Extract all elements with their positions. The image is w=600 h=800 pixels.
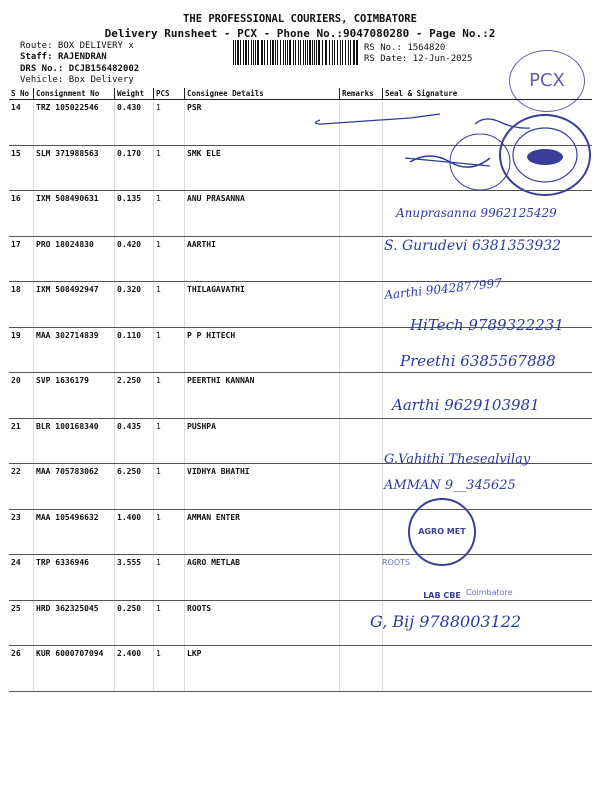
drs-row xyxy=(20,64,139,74)
barcode-bar xyxy=(283,40,284,65)
sig-aarthi: Aarthi 9042877997 xyxy=(383,275,503,303)
cell-sno: 17 xyxy=(9,236,34,282)
table-header-row xyxy=(9,88,592,100)
barcode-bar xyxy=(280,40,281,65)
barcode-bar xyxy=(243,40,244,65)
barcode-bar xyxy=(267,40,268,65)
barcode-bar xyxy=(257,40,259,65)
barcode-bar xyxy=(303,40,304,65)
cell-sno: 15 xyxy=(9,145,34,191)
cell-weight: 2.400 xyxy=(115,646,154,692)
barcode-bar xyxy=(340,40,341,65)
barcode-bar xyxy=(277,40,278,65)
barcode-bar xyxy=(285,40,286,65)
cell-sno: 20 xyxy=(9,373,34,419)
barcode-bar xyxy=(237,40,239,65)
cell-weight: 6.250 xyxy=(115,464,154,510)
barcode-bar xyxy=(318,40,320,65)
cell-weight: 2.250 xyxy=(115,373,154,419)
cell-consignment: MAA 705783062 xyxy=(34,464,115,510)
cell-consignee: AMMAN ENTER xyxy=(185,509,340,555)
cell-pcs: 1 xyxy=(154,464,185,510)
barcode-bar xyxy=(345,40,346,65)
barcode-bar xyxy=(353,40,355,65)
runsheet-title: Delivery Runsheet - PCX - Phone No.:9047080280 - Page No.:2 xyxy=(104,27,496,40)
cell-weight: 3.555 xyxy=(115,555,154,601)
cell-weight: 0.250 xyxy=(115,600,154,646)
barcode-bar xyxy=(300,40,301,65)
staff-label: Staff: xyxy=(20,52,53,62)
cell-sno: 26 xyxy=(9,646,34,692)
sig-vidhya: G.Vahithi Thesealvilay xyxy=(384,452,531,467)
barcode-bar xyxy=(270,40,271,65)
cell-weight: 0.135 xyxy=(115,191,154,237)
agro-stamp: AGRO MET LAB CBE xyxy=(408,498,476,566)
cell-sno: 24 xyxy=(9,555,34,601)
barcode-bar xyxy=(314,40,315,65)
col-remarks: Remarks xyxy=(340,88,383,100)
cell-consignee: ROOTS xyxy=(185,600,340,646)
barcode-bar xyxy=(235,40,236,65)
cell-pcs: 1 xyxy=(154,327,185,373)
cell-pcs: 1 xyxy=(154,555,185,601)
barcode-bar xyxy=(295,40,296,65)
vehicle-text: Vehicle: Box Delivery xyxy=(20,75,134,85)
barcode-bar xyxy=(298,40,299,65)
cell-sno: 18 xyxy=(9,282,34,328)
cell-consignee: PSR xyxy=(185,100,340,146)
cell-pcs: 1 xyxy=(154,236,185,282)
barcode-bar xyxy=(350,40,351,65)
barcode-bar xyxy=(293,40,294,65)
sig-anu: Anuprasanna 9962125429 xyxy=(396,206,557,220)
barcode-bar xyxy=(289,40,291,65)
barcode-bar xyxy=(348,40,349,65)
cell-sno: 21 xyxy=(9,418,34,464)
cell-consignment: KUR 6000707094 xyxy=(34,646,115,692)
cell-consignee: LKP xyxy=(185,646,340,692)
cell-consignee: ANU PRASANNA xyxy=(185,191,340,237)
sig-amman: AMMAN 9__345625 xyxy=(384,478,516,493)
cell-consignee: VIDHYA BHATHI xyxy=(185,464,340,510)
cell-pcs: 1 xyxy=(154,191,185,237)
drs-number: DCJB156482002 xyxy=(68,64,140,74)
cell-pcs: 1 xyxy=(154,100,185,146)
cell-pcs: 1 xyxy=(154,145,185,191)
cell-pcs: 1 xyxy=(154,646,185,692)
cell-sno: 19 xyxy=(9,327,34,373)
barcode-bar xyxy=(264,40,265,65)
staff-row xyxy=(20,52,107,62)
col-consignment: Consignment No xyxy=(34,88,115,100)
barcode-bar xyxy=(255,40,256,65)
cell-weight: 0.435 xyxy=(115,418,154,464)
barcode-bar xyxy=(329,40,330,65)
barcode-bar xyxy=(253,40,254,65)
cell-weight: 0.420 xyxy=(115,236,154,282)
barcode-bar xyxy=(342,40,343,65)
cell-sno: 23 xyxy=(9,509,34,555)
barcode-bar xyxy=(261,40,263,65)
cell-consignment: TRZ 105022546 xyxy=(34,100,115,146)
cell-weight: 1.400 xyxy=(115,509,154,555)
barcode-bar xyxy=(337,40,338,65)
cell-consignee: AARTHI xyxy=(185,236,340,282)
col-seal: Seal & Signature xyxy=(383,88,593,100)
col-sno: S No xyxy=(9,88,34,100)
barcode-bar xyxy=(332,40,333,65)
cell-pcs: 1 xyxy=(154,600,185,646)
cell-sno: 22 xyxy=(9,464,34,510)
barcode-bar xyxy=(309,40,311,65)
cell-weight: 0.430 xyxy=(115,100,154,146)
barcode-bar xyxy=(245,40,247,65)
cell-consignment: IXM 508492947 xyxy=(34,282,115,328)
cell-weight: 0.320 xyxy=(115,282,154,328)
cell-consignment: MAA 302714839 xyxy=(34,327,115,373)
cell-sno: 16 xyxy=(9,191,34,237)
cell-consignment: BLR 100168340 xyxy=(34,418,115,464)
sig-preethi: Preethi 6385567888 xyxy=(400,352,556,370)
cell-sno: 25 xyxy=(9,600,34,646)
cell-consignee: PEERTHI KANNAN xyxy=(185,373,340,419)
col-pcs: PCS xyxy=(154,88,185,100)
sig-lkp: G, Bij 9788003122 xyxy=(370,612,522,631)
drs-label: DRS No.: xyxy=(20,64,64,74)
barcode-bar xyxy=(307,40,308,65)
cell-consignment: HRD 362325045 xyxy=(34,600,115,646)
cell-consignment: TRP 6336946 xyxy=(34,555,115,601)
cell-pcs: 1 xyxy=(154,509,185,555)
barcode-bar xyxy=(312,40,313,65)
staff-name: RAJENDRAN xyxy=(57,52,107,62)
coimbatore-stamp: Coimbatore xyxy=(466,588,513,597)
barcode-bar xyxy=(287,40,288,65)
col-consignee: Consignee Details xyxy=(185,88,340,100)
cell-consignment: PRO 18024830 xyxy=(34,236,115,282)
cell-consignee: P P HITECH xyxy=(185,327,340,373)
cell-pcs: 1 xyxy=(154,418,185,464)
barcode-bar xyxy=(322,40,323,65)
barcode-bar xyxy=(240,40,241,65)
barcode-bar xyxy=(272,40,274,65)
route-text: Route: BOX DELIVERY x xyxy=(20,41,134,51)
cell-consignment: SLM 371988563 xyxy=(34,145,115,191)
cell-weight: 0.170 xyxy=(115,145,154,191)
rs-number: RS No.: 1564820 xyxy=(364,43,446,53)
pcx-stamp: PCX xyxy=(509,50,585,112)
cell-consignment: MAA 105496632 xyxy=(34,509,115,555)
barcode-bar xyxy=(233,40,234,65)
company-name: THE PROFESSIONAL COURIERS, COIMBATORE xyxy=(183,13,417,25)
sig-hitech: HiTech 9789322231 xyxy=(410,316,564,334)
roots-stamp: ROOTS xyxy=(382,558,411,567)
col-weight: Weight xyxy=(115,88,154,100)
cell-consignment: IXM 508490631 xyxy=(34,191,115,237)
barcode-bar xyxy=(356,40,358,65)
barcode-bar xyxy=(275,40,276,65)
barcode-bar xyxy=(316,40,317,65)
barcode-image xyxy=(233,40,359,65)
sig-gurudevi: S. Gurudevi 6381353932 xyxy=(384,238,562,254)
cell-consignee: THILAGAVATHI xyxy=(185,282,340,328)
cell-consignee: PUSHPA xyxy=(185,418,340,464)
cell-consignee: SMK ELE xyxy=(185,145,340,191)
barcode-bar xyxy=(325,40,327,65)
cell-pcs: 1 xyxy=(154,373,185,419)
cell-consignee: AGRO METLAB xyxy=(185,555,340,601)
cell-pcs: 1 xyxy=(154,282,185,328)
cell-consignment: SVP 1636179 xyxy=(34,373,115,419)
barcode-bar xyxy=(334,40,335,65)
cell-sno: 14 xyxy=(9,100,34,146)
barcode-bar xyxy=(248,40,249,65)
cell-weight: 0.110 xyxy=(115,327,154,373)
sig-pushpa: Aarthi 9629103981 xyxy=(392,396,540,414)
barcode-bar xyxy=(251,40,252,65)
barcode-bar xyxy=(305,40,306,65)
rs-date: RS Date: 12-Jun-2025 xyxy=(364,54,473,64)
